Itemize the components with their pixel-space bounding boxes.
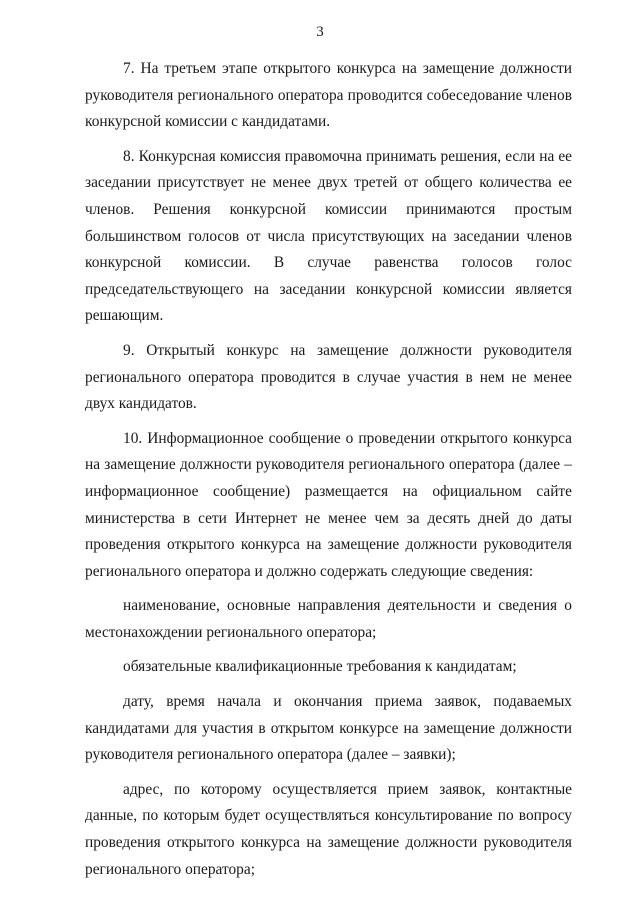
paragraph-8: 8. Конкурсная комиссия правомочна принимать решения, если на ее заседании присутствует не менее двух третей от общего количества ее членов. Решения конкурсной комиссии принимаются простым большинством голосов от числа присутствующих на заседании членов конкурсной комиссии. В случае равенства голосов голос председательствующего на заседании конкурсной комиссии является решающим.	[85, 147, 572, 325]
list-item-dates: дату, время начала и окончания приема заявок, подаваемых кандидатами для участия в открытом конкурсе на замещение должности руководителя регионального оператора (далее – заявки);	[85, 693, 572, 764]
document-body	[85, 56, 572, 891]
paragraph-7: 7. На третьем этапе открытого конкурса на замещение должности руководителя регионального оператора проводится собеседование членов конкурсной комиссии с кандидатами.	[85, 60, 572, 131]
paragraph-10: 10. Информационное сообщение о проведении открытого конкурса на замещение должности руководителя регионального оператора (далее – информационное сообщение) размещается на официальном сайте министерства в сети Интернет не менее чем за десять дней до даты проведения открытого конкурса на замещение должности руководителя регионального оператора и должно содержать следующие сведения:	[85, 429, 572, 580]
page-number: 3	[316, 24, 324, 40]
list-item-qualification: обязательные квалификационные требования к кандидатам;	[123, 658, 517, 676]
paragraph-9: 9. Открытый конкурс на замещение должности руководителя регионального оператора проводится в случае участия в нем не менее двух кандидатов.	[85, 341, 572, 413]
list-item-address: адрес, по которому осуществляется прием заявок, контактные данные, по которым будет осуществляться консультирование по вопросу проведения открытого конкурса на замещение должности руководителя регионального оператора;	[85, 780, 572, 878]
list-item-name-location: наименование, основные направления деятельности и сведения о местонахождении регионального оператора;	[85, 597, 572, 641]
